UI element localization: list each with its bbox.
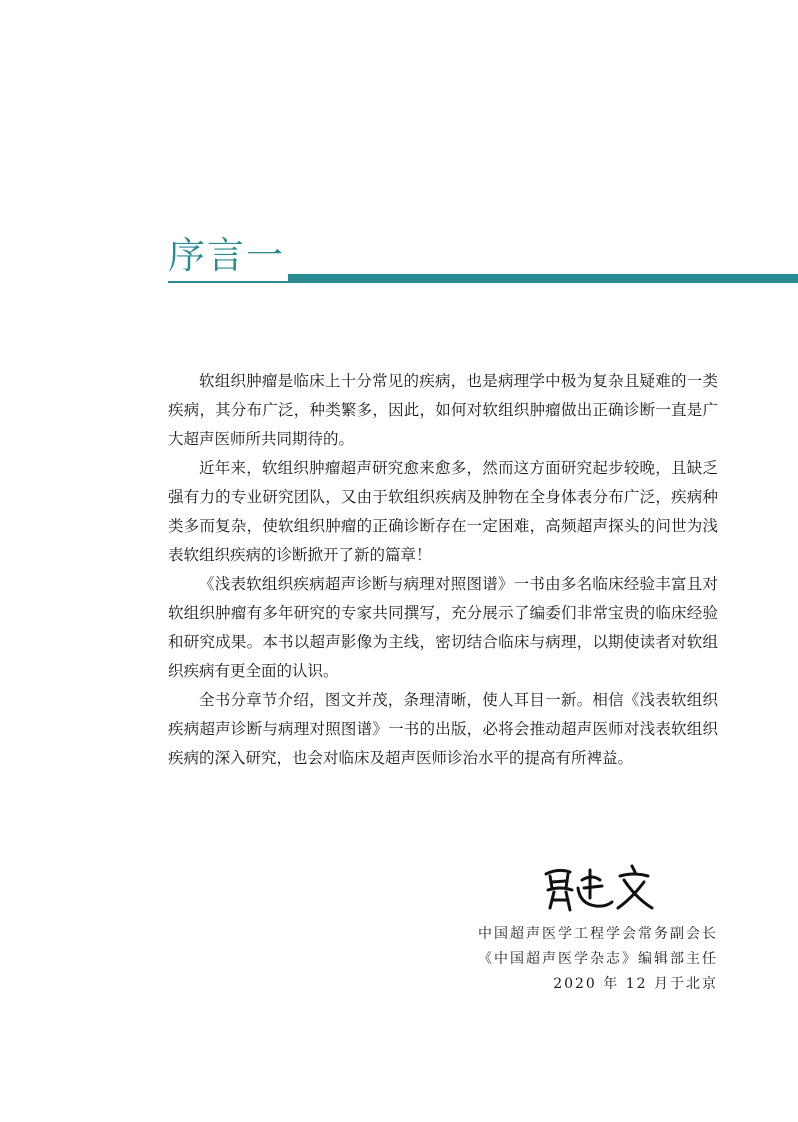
title-underline-bar — [288, 274, 798, 281]
affiliation-line-1: 中国超声医学工程学会常务副会长 — [478, 926, 718, 942]
preface-paragraph-2: 近年来，软组织肿瘤超声研究愈来愈多，然而这方面研究起步较晚，且缺乏强有力的专业研究团队，又由于软组织疾病及肿物在全身体表分布广泛，疾病种类多而复杂，使软组织肿瘤的正确诊断存在一定困难，高频超声探头的问世为浅表软组织疾病的诊断掀开了新的篇章！ — [168, 459, 718, 564]
author-affiliation — [478, 922, 718, 997]
preface-paragraph-1: 软组织肿瘤是临床上十分常见的疾病，也是病理学中极为复杂且疑难的一类疾病，其分布广泛，种类繁多，因此，如何对软组织肿瘤做出正确诊断一直是广大超声医师所共同期待的。 — [168, 372, 718, 448]
preface-paragraph-4: 全书分章节介绍，图文并茂，条理清晰，使人耳目一新。相信《浅表软组织疾病超声诊断与病理对照图谱》一书的出版，必将会推动超声医师对浅表软组织疾病的深入研究，也会对临床及超声医师诊治水平的提高有所裨益。 — [168, 691, 718, 767]
signature-strokes — [540, 858, 660, 918]
handwritten-signature — [540, 858, 660, 918]
title-underline-rule — [168, 281, 798, 283]
page-title: 序言一 — [168, 234, 285, 277]
affiliation-line-2: 《中国超声医学杂志》编辑部主任 — [478, 951, 718, 967]
preface-paragraph-3: 《浅表软组织疾病超声诊断与病理对照图谱》一书由多名临床经验丰富且对软组织肿瘤有多年研究的专家共同撰写，充分展示了编委们非常宝贵的临床经验和研究成果。本书以超声影像为主线，密切结合临床与病理，以期使读者对软组织疾病有更全面的认识。 — [168, 575, 718, 680]
date-place-line: 2020 年 12 月于北京 — [553, 976, 718, 992]
section-header — [168, 232, 798, 288]
preface-body — [168, 367, 718, 773]
